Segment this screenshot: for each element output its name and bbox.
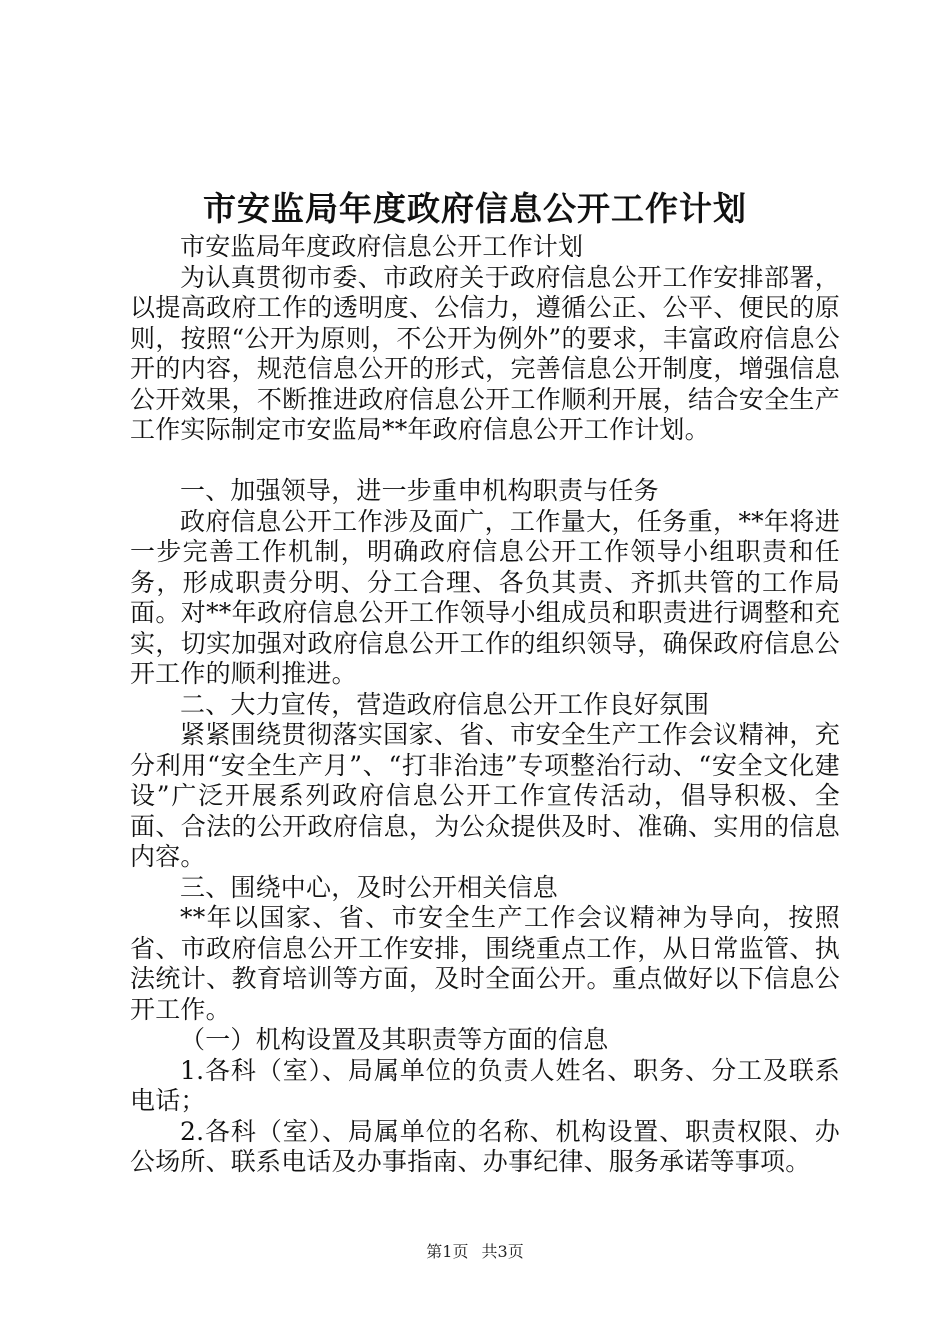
section-paragraph-3: **年以国家、省、市安全生产工作会议精神为导向，按照省、市政府信息公开工作安排，围绕重点工作，从日常监管、执法统计、教育培训等方面，及时全面公开。重点做好以下信息公开工作。	[130, 903, 840, 1024]
intro-paragraph: 为认真贯彻市委、市政府关于政府信息公开工作安排部署，以提高政府工作的透明度、公信力，遵循公正、公平、便民的原则，按照“公开为原则，不公开为例外”的要求，丰富政府信息公开的内容，规范信息公开的形式，完善信息公开制度，增强信息公开效果，不断推进政府信息公开工作顺利开展，结合安全生产工作实际制定市安监局**年政府信息公开工作计划。	[130, 262, 840, 444]
subsection-heading-1: （一）机构设置及其职责等方面的信息	[180, 1025, 609, 1054]
section-paragraph-2: 紧紧围绕贯彻落实国家、省、市安全生产工作会议精神，充分利用“安全生产月”、“打非治违”专项整治行动、“安全文化建设”广泛开展系列政府信息公开工作宣传活动，倡导积极、全面、合法的公开政府信息，为公众提供及时、准确、实用的信息内容。	[130, 720, 840, 871]
section-heading-1: 一、加强领导，进一步重申机构职责与任务	[180, 476, 659, 505]
page-total: 共3页	[481, 1242, 524, 1261]
section-paragraph-1: 政府信息公开工作涉及面广，工作量大，任务重，**年将进一步完善工作机制，明确政府信息公开工作领导小组职责和任务，形成职责分明、分工合理、各负其责、齐抓共管的工作局面。对**年政府信息公开工作领导小组成员和职责进行调整和充实，切实加强对政府信息公开工作的组织领导，确保政府信息公开工作的顺利推进。	[130, 506, 840, 688]
section-heading-2: 二、大力宣传，营造政府信息公开工作良好氛围	[180, 689, 710, 719]
list-item-1: 1.各科（室）、局属单位的负责人姓名、职务、分工及联系电话；	[130, 1055, 840, 1115]
section-heading-3: 三、围绕中心，及时公开相关信息	[180, 872, 559, 902]
subtitle-paragraph: 市安监局年度政府信息公开工作计划	[180, 232, 584, 261]
document-body	[130, 232, 840, 1178]
document-title: 市安监局年度政府信息公开工作计划	[203, 189, 747, 228]
page-number: 第1页	[426, 1242, 469, 1261]
blank-line	[130, 446, 840, 477]
page-footer	[0, 1242, 950, 1262]
list-item-2: 2.各科（室）、局属单位的名称、机构设置、职责权限、办公场所、联系电话及办事指南、办事纪律、服务承诺等事项。	[130, 1116, 840, 1176]
